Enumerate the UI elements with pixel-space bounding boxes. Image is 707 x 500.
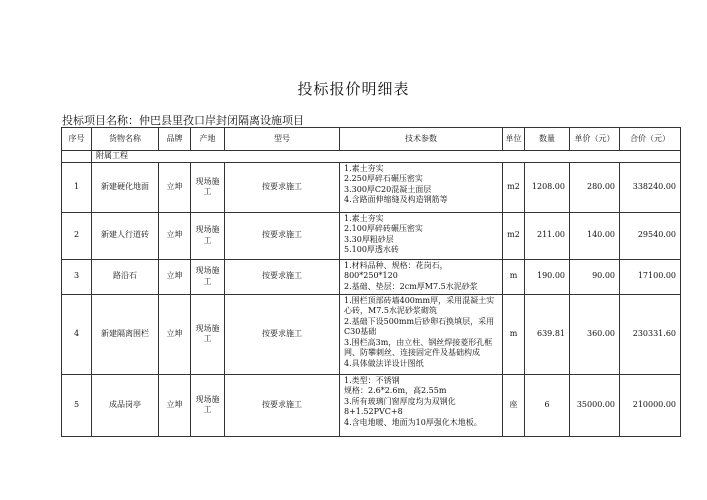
param-line: 4.含电地暖、地面为10厚强化木地板。 [344,417,482,427]
table-row [62,294,681,374]
cell-params [340,374,503,436]
cell-name: 新建隔离围栏 [92,294,159,374]
header-seq: 序号 [62,128,92,151]
param-line: 4.具体做法详设计图纸 [344,358,424,368]
header-origin: 产地 [191,128,225,151]
param-line: 1.材料品种、规格：花岗石，800*250*120 [344,260,448,280]
section-title: 附属工程 [92,151,681,163]
param-line: 1.类型：不锈钢 [344,375,400,385]
table-row [62,259,681,294]
param-line: 1.素土夯实 [344,213,384,223]
param-line: 1.围栏顶部砖墙400mm厚，采用混凝土实心砖，M7.5水泥砂浆砌筑 [344,295,495,315]
param-line: 5.100厚透水砖 [344,245,399,254]
section-row [62,151,681,163]
cell-unit: m2 [503,162,525,212]
cell-model: 按要求施工 [225,212,340,259]
cell-qty: 190.00 [525,259,570,294]
header-price: 单价（元） [570,128,620,151]
cell-price: 280.00 [570,162,620,212]
param-line: 4.含路面伸缩缝及构造钢筋等 [344,195,448,204]
table-row [62,162,681,212]
cell-origin: 现场施工 [191,294,225,374]
cell-unit: m2 [503,212,525,259]
cell-name: 路沿石 [92,259,159,294]
param-line: 3.所有玻璃门窗厚度均为双钢化8+1.52PVC+8 [344,396,456,416]
cell-total: 29540.00 [620,212,681,259]
cell-unit: 座 [503,374,525,436]
cell-qty: 6 [525,374,570,436]
header-params: 技术参数 [340,128,503,151]
header-row [62,128,681,151]
cell-origin: 现场施工 [191,259,225,294]
cell-brand: 立坤 [159,294,191,374]
cell-model: 按要求施工 [225,162,340,212]
cell-qty: 639.81 [525,294,570,374]
cell-qty: 1208.00 [525,162,570,212]
cell-params [340,259,503,294]
param-line: 规格：2.6*2.6m，高2.55m [344,386,447,395]
cell-price: 35000.00 [570,374,620,436]
cell-model: 按要求施工 [225,294,340,374]
cell-price: 360.00 [570,294,620,374]
cell-price: 140.00 [570,212,620,259]
cell-total: 338240.00 [620,162,681,212]
cell-unit: m [503,259,525,294]
cell-qty: 211.00 [525,212,570,259]
param-line: 2.100厚碎砖碾压密实 [344,224,423,233]
cell-seq: 2 [62,212,92,259]
header-brand: 品牌 [159,128,191,151]
cell-total: 17100.00 [620,259,681,294]
quote-table [61,127,681,437]
param-line: 3.围栏高3m，由立柱、钢丝焊接菱形孔框网、防攀刺丝、连接固定件及基础构成 [344,337,493,357]
page-title: 投标报价明细表 [297,80,410,98]
param-line: 3.30厚粗砂层 [344,234,394,244]
cell-seq: 5 [62,374,92,436]
cell-seq: 3 [62,259,92,294]
cell-model: 按要求施工 [225,374,340,436]
cell-total: 210000.00 [620,374,681,436]
cell-params [340,294,503,374]
cell-name: 新建硬化地面 [92,162,159,212]
param-line: 1.素土夯实 [344,163,384,173]
header-total: 合价（元） [620,128,681,151]
param-line: 2.基础、垫层：2cm厚M7.5水泥砂浆 [344,281,478,291]
cell-unit: m [503,294,525,374]
cell-price: 90.00 [570,259,620,294]
cell-name: 新建人行道砖 [92,212,159,259]
cell-origin: 现场施工 [191,212,225,259]
header-qty: 数量 [525,128,570,151]
cell-params [340,212,503,259]
cell-brand: 立坤 [159,259,191,294]
cell-params [340,162,503,212]
header-model: 型号 [225,128,340,151]
param-line: 3.300厚C20混凝土面层 [344,184,432,194]
table-row [62,212,681,259]
cell-origin: 现场施工 [191,162,225,212]
param-line: 2.250厚碎石碾压密实 [344,174,423,183]
cell-seq: 1 [62,162,92,212]
cell-seq: 4 [62,294,92,374]
cell-brand: 立坤 [159,162,191,212]
param-line: 2.基础下设500mm后砂卵石换填层，采用C30基础 [344,316,495,336]
cell-total: 230331.60 [620,294,681,374]
cell-model: 按要求施工 [225,259,340,294]
project-name: 投标项目名称：仲巴县里孜口岸封闭隔离设施项目 [62,114,304,127]
table-row [62,374,681,436]
header-unit: 单位 [503,128,525,151]
cell-brand: 立坤 [159,212,191,259]
cell-origin: 现场施工 [191,374,225,436]
header-name: 货物名称 [92,128,159,151]
cell-brand: 立坤 [159,374,191,436]
cell-name: 成品岗亭 [92,374,159,436]
